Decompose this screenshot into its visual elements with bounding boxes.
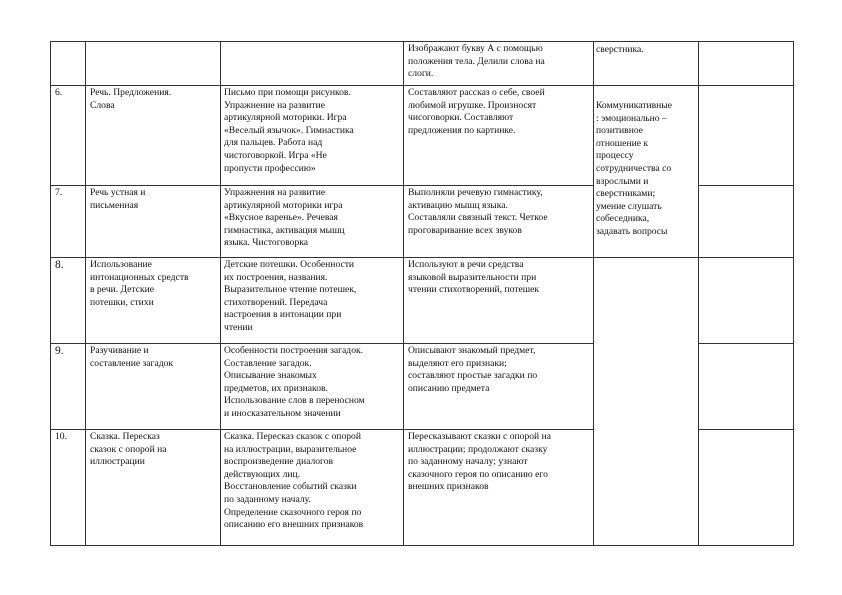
activities-cell bbox=[404, 42, 594, 86]
text-line: артикулярной моторики игра bbox=[224, 199, 343, 211]
text-line: и иносказательном значении bbox=[224, 407, 341, 419]
skills-cell bbox=[594, 258, 699, 546]
text-line: положения тела. Делили слова на bbox=[408, 55, 545, 67]
table-row bbox=[51, 86, 794, 186]
text-line: сверстника. bbox=[596, 44, 644, 55]
text-line: Сказка. Пересказ bbox=[90, 431, 160, 442]
text-line: Пересказывают сказки с опорой на bbox=[408, 431, 551, 442]
text-line: языка. Чистоговорка bbox=[224, 237, 309, 249]
text-line: Выполняли речевую гимнастику, bbox=[408, 187, 543, 198]
text-line: активацию мышц языка. bbox=[408, 199, 508, 211]
text-line: пропусти профессию» bbox=[224, 162, 316, 174]
text-line: настроения в интонации при bbox=[224, 309, 342, 321]
skills-cell bbox=[594, 42, 699, 86]
text-line: Выразительное чтение потешек, bbox=[224, 284, 357, 296]
table-row bbox=[51, 258, 794, 344]
text-line: в речи. Детские bbox=[90, 284, 155, 296]
text-line: гимнастика, активация мышц bbox=[224, 224, 345, 236]
text-line: процессу bbox=[596, 150, 634, 162]
text-line: Разучивание и bbox=[90, 345, 149, 356]
text-line: сказок с опорой на bbox=[90, 443, 167, 455]
activities-cell bbox=[404, 430, 594, 546]
content-cell bbox=[221, 344, 404, 430]
text-line: собеседника, bbox=[596, 213, 650, 225]
content-cell bbox=[221, 186, 404, 258]
text-line: чистоговоркой. Игра «Не bbox=[224, 149, 327, 161]
text-line: описанию предмета bbox=[408, 382, 490, 394]
notes-cell bbox=[699, 86, 794, 186]
text-line: артикулярной моторики. Игра bbox=[224, 112, 347, 124]
text-line: предметов, их признаков. bbox=[224, 382, 328, 394]
text-line: Использование слов в переносном bbox=[224, 395, 365, 407]
text-line: Описывают знакомый предмет, bbox=[408, 345, 536, 356]
text-line: умение слушать bbox=[596, 200, 662, 212]
content-cell bbox=[221, 42, 404, 86]
text-line: Описывание знакомых bbox=[224, 370, 317, 382]
notes-cell bbox=[699, 258, 794, 344]
text-line: иллюстрации bbox=[90, 456, 145, 468]
content-cell bbox=[221, 258, 404, 344]
activities-cell bbox=[404, 186, 594, 258]
text-line: на иллюстрации, выразительное bbox=[224, 443, 357, 455]
text-line: задавать вопросы bbox=[596, 225, 668, 237]
text-line: проговаривание всех звуков bbox=[408, 224, 522, 236]
topic-cell bbox=[86, 42, 221, 86]
topic-cell bbox=[86, 344, 221, 430]
lesson-plan-table bbox=[50, 41, 794, 546]
text-line: Коммуникативные bbox=[596, 100, 672, 111]
skills-cell bbox=[594, 86, 699, 258]
text-line: иллюстрации; продолжают сказку bbox=[408, 443, 548, 455]
row-number-cell bbox=[51, 42, 86, 86]
activities-cell bbox=[404, 86, 594, 186]
text-line: действующих лиц. bbox=[224, 468, 301, 480]
topic-cell bbox=[86, 86, 221, 186]
text-line: чтении bbox=[224, 321, 253, 333]
text-line: предложения по картинке. bbox=[408, 124, 516, 136]
text-line: Слова bbox=[90, 99, 115, 111]
text-line: слоги. bbox=[408, 68, 434, 80]
text-line: интонационных средств bbox=[90, 271, 189, 283]
activities-cell bbox=[404, 258, 594, 344]
text-line: отношение к bbox=[596, 137, 649, 149]
text-line: чтении стихотворений, потешек bbox=[408, 284, 540, 296]
topic-cell bbox=[86, 186, 221, 258]
text-line: Особенности построения загадок. bbox=[224, 345, 364, 356]
text-line: Используют в речи средства bbox=[408, 259, 524, 270]
row-number: 8. bbox=[51, 258, 86, 344]
text-line: сотрудничества со bbox=[596, 162, 672, 174]
text-line: по заданному началу. bbox=[224, 493, 311, 505]
row-number: 7. bbox=[51, 186, 86, 258]
text-line: : эмоционально – bbox=[596, 112, 667, 124]
topic-cell bbox=[86, 430, 221, 546]
text-line: Упражнение на развитие bbox=[224, 99, 325, 111]
row-number: 6. bbox=[51, 86, 86, 186]
content-cell bbox=[221, 86, 404, 186]
row-number: 10. bbox=[51, 430, 86, 546]
text-line: составление загадок bbox=[90, 357, 174, 369]
text-line: Упражнения на развитие bbox=[224, 187, 326, 198]
content-cell bbox=[221, 430, 404, 546]
text-line: их построения, названия. bbox=[224, 271, 328, 283]
text-line: описанию его внешних признаков bbox=[224, 519, 364, 531]
text-line: Детские потешки. Особенности bbox=[224, 259, 355, 270]
topic-cell bbox=[86, 258, 221, 344]
notes-cell bbox=[699, 42, 794, 86]
notes-cell bbox=[699, 344, 794, 430]
text-line: взрослыми и bbox=[596, 175, 649, 187]
text-line: позитивное bbox=[596, 125, 644, 137]
text-line: по заданному началу; узнают bbox=[408, 456, 528, 468]
activities-cell bbox=[404, 344, 594, 430]
text-line: Письмо при помощи рисунков. bbox=[224, 87, 351, 98]
text-line: языковой выразительности при bbox=[408, 271, 537, 283]
row-number: 9. bbox=[51, 344, 86, 430]
text-line: Составляют рассказ о себе, своей bbox=[408, 87, 545, 98]
text-line: «Вкусное варенье». Речевая bbox=[224, 212, 338, 224]
text-line: Сказка. Пересказ сказок с опорой bbox=[224, 431, 361, 442]
text-line: Использование bbox=[90, 259, 152, 270]
text-line: «Веселый язычок». Гимнастика bbox=[224, 124, 354, 136]
text-line: Речь устная и bbox=[90, 187, 146, 198]
text-line: потешки, стихи bbox=[90, 296, 154, 308]
text-line: чисоговорки. Составляют bbox=[408, 112, 514, 124]
text-line: сказочного героя по описанию его bbox=[408, 468, 548, 480]
text-line: Составление загадок. bbox=[224, 357, 312, 369]
table-row bbox=[51, 42, 794, 86]
notes-cell bbox=[699, 430, 794, 546]
text-line: сверстниками; bbox=[596, 188, 656, 200]
text-line: для пальцев. Работа над bbox=[224, 137, 323, 149]
text-line: любимой игрушке. Произносят bbox=[408, 99, 537, 111]
text-line: письменная bbox=[90, 199, 139, 211]
text-line: внешних признаков bbox=[408, 481, 489, 493]
text-line: воспроизведение диалогов bbox=[224, 456, 334, 468]
text-line: Изображают букву А с помощью bbox=[408, 43, 543, 54]
text-line: Восстановление событий сказки bbox=[224, 481, 357, 493]
text-line: стихотворений. Передача bbox=[224, 296, 328, 308]
text-line: выделяют его признаки; bbox=[408, 357, 507, 369]
text-line: Составляли связный текст. Четкое bbox=[408, 212, 548, 224]
text-line: Речь. Предложения. bbox=[90, 87, 172, 98]
notes-cell bbox=[699, 186, 794, 258]
text-line: Определение сказочного героя по bbox=[224, 506, 362, 518]
text-line: составляют простые загадки по bbox=[408, 370, 538, 382]
